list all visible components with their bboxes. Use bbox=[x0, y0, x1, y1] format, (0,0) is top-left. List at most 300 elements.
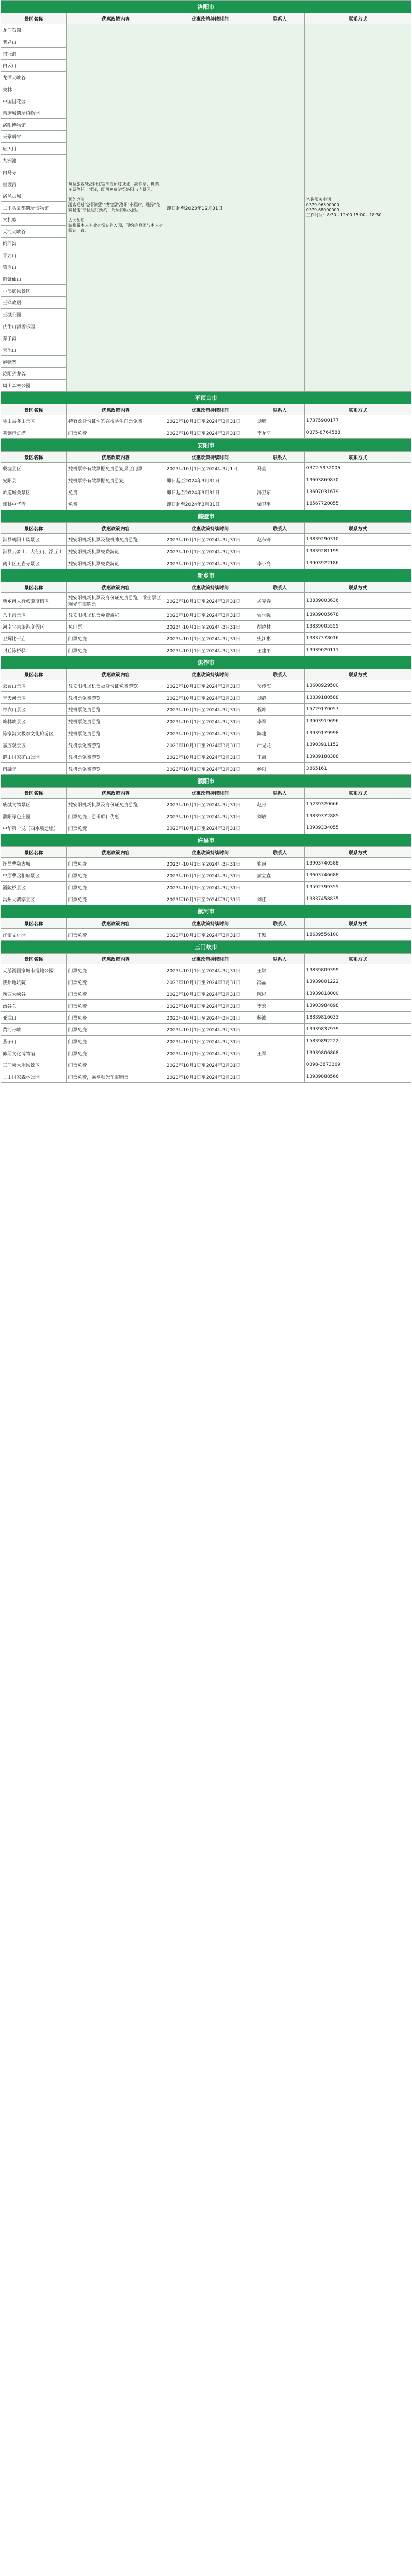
scenic-name: 伏牛山滑雪乐园 bbox=[1, 320, 67, 332]
table-row bbox=[1, 1012, 411, 1024]
phone-cell: 13903984898 bbox=[304, 1000, 411, 1012]
contact-cell: 李龙河 bbox=[255, 427, 305, 439]
policy-cell: 门票免费 bbox=[66, 1000, 165, 1012]
policy-cell: 凭安阳机场机票免费游览 bbox=[66, 557, 165, 569]
policy-cell: 门票免费 bbox=[66, 1036, 165, 1047]
scenic-name: 新乡南太行旅游度假区 bbox=[1, 593, 67, 609]
scenic-name: 青天河景区 bbox=[1, 692, 67, 704]
contact-cell: 贾世强 bbox=[255, 609, 305, 621]
phone-cell: 18567720055 bbox=[304, 498, 411, 510]
scenic-name: 陕州地坑院 bbox=[1, 976, 67, 988]
scenic-name: 许昌曹魏古城 bbox=[1, 858, 67, 870]
time-cell: 2023年10月1日至2024年3月31日 bbox=[165, 1071, 255, 1083]
column-header: 联系方式 bbox=[304, 452, 411, 463]
contact-cell: 王军 bbox=[255, 1047, 305, 1059]
policy-cell: 凭安阳机场机票免费游览 bbox=[66, 609, 165, 621]
scenic-name: 鸡冠洞 bbox=[1, 48, 67, 60]
scenic-policy-document bbox=[1, 0, 411, 1083]
phone-cell: 18839816633 bbox=[304, 1012, 411, 1024]
time-cell: 2023年10月1日至2024年3月31日 bbox=[165, 427, 255, 439]
table-row bbox=[1, 716, 411, 727]
column-header: 优惠政策持续时间 bbox=[165, 954, 255, 964]
table-row bbox=[1, 870, 411, 882]
contact-cell: 程坤 bbox=[255, 704, 305, 716]
section-title: 洛阳市 bbox=[1, 1, 411, 13]
table-row bbox=[1, 680, 411, 692]
policy-cell: 凭机票等有效票据免费游览景区门票 bbox=[66, 463, 165, 474]
time-cell: 2023年10月1日至2024年3月31日 bbox=[165, 893, 255, 905]
scenic-name: 缝山国家矿山公园 bbox=[1, 751, 67, 763]
time-cell: 2023年10月1日至2024年3月31日 bbox=[165, 727, 255, 739]
section-title-row bbox=[1, 834, 411, 847]
scenic-name: 淇县朝阳山风景区 bbox=[1, 534, 67, 546]
table-header-row bbox=[1, 404, 411, 415]
column-header: 优惠政策持续时间 bbox=[165, 13, 255, 24]
contact-cell bbox=[255, 1036, 305, 1047]
phone-cell: 17375900177 bbox=[304, 415, 411, 427]
column-header: 联系人 bbox=[255, 452, 305, 463]
column-header: 景区名称 bbox=[1, 404, 67, 415]
scenic-name: 天堂明堂 bbox=[1, 131, 67, 143]
scenic-name: 隋唐城遗址植物园 bbox=[1, 107, 67, 119]
time-cell: 2023年10月1日至2024年3月31日 bbox=[165, 763, 255, 775]
column-header: 优惠政策持续时间 bbox=[165, 788, 255, 799]
phone-cell: 13592399355 bbox=[304, 882, 411, 893]
policy-cell: 门票免费 bbox=[66, 645, 165, 656]
table-row bbox=[1, 858, 411, 870]
table-row bbox=[1, 739, 411, 751]
section-title: 安阳市 bbox=[1, 439, 411, 452]
policy-cell: 门票免费，乘坐观光车需购票 bbox=[66, 1071, 165, 1083]
scenic-name: 重渡沟 bbox=[1, 178, 67, 190]
scenic-name: 圆融寺 bbox=[1, 763, 67, 775]
scenic-name: 殷墟景区 bbox=[1, 463, 67, 474]
scenic-name: 黛眉山 bbox=[1, 261, 67, 273]
column-header: 优惠政策内容 bbox=[66, 13, 165, 24]
section-title: 漯河市 bbox=[1, 905, 411, 918]
phone-cell: 13903911152 bbox=[304, 739, 411, 751]
time-cell: 2023年10月1日至2024年3月31日 bbox=[165, 1012, 255, 1024]
column-header: 优惠政策持续时间 bbox=[165, 404, 255, 415]
column-header: 景区名称 bbox=[1, 452, 67, 463]
scenic-name: 天池山 bbox=[1, 344, 67, 356]
section-title: 许昌市 bbox=[1, 834, 411, 847]
phone-cell: 13939818000 bbox=[304, 988, 411, 1000]
contact-cell: 马鑫 bbox=[255, 463, 305, 474]
time-cell: 2023年10月1日至2024年3月31日 bbox=[165, 621, 255, 633]
policy-cell: 凭机票免费游览 bbox=[66, 739, 165, 751]
time-block: 即日起至2023年12月31日 bbox=[165, 24, 255, 392]
contact-cell: 赵东锋 bbox=[255, 534, 305, 546]
scenic-name: 峰林峡景区 bbox=[1, 716, 67, 727]
time-cell: 2023年10月1日至2024年3月31日 bbox=[165, 976, 255, 988]
column-header: 优惠政策内容 bbox=[66, 669, 165, 680]
scenic-name: 洛阳博物馆 bbox=[1, 119, 67, 131]
contact-cell bbox=[255, 822, 305, 834]
policy-table-body bbox=[1, 1, 411, 1083]
column-header: 联系方式 bbox=[304, 847, 411, 858]
scenic-name: 封丘陈桥驿 bbox=[1, 645, 67, 656]
scenic-name: 应天门 bbox=[1, 143, 67, 155]
section-title: 濮阳市 bbox=[1, 775, 411, 788]
policy-cell: 门票免费 bbox=[66, 882, 165, 893]
table-header-row bbox=[1, 788, 411, 799]
scenic-name: 中国国花园 bbox=[1, 95, 67, 107]
contact-cell: 王海 bbox=[255, 751, 305, 763]
phone-block: 咨询服务电话： 0379-96590000 0379-68000009 工作时间：8:30—12:00 15:00—18:30 bbox=[304, 24, 411, 392]
time-cell: 2023年10月1日至2024年3月31日 bbox=[165, 546, 255, 557]
scenic-name: 燕子山 bbox=[1, 1036, 67, 1047]
contact-cell: 杨波 bbox=[255, 1012, 305, 1024]
table-row bbox=[1, 486, 411, 498]
contact-cell: 陈建 bbox=[255, 727, 305, 739]
policy-cell: 凭机票免费游览 bbox=[66, 763, 165, 775]
table-header-row bbox=[1, 523, 411, 534]
column-header: 优惠政策内容 bbox=[66, 847, 165, 858]
scenic-name: 禹州大鸿寨景区 bbox=[1, 893, 67, 905]
time-cell: 即日起至2024年3月31日 bbox=[165, 486, 255, 498]
table-row bbox=[1, 810, 411, 822]
policy-cell: 门票免费 bbox=[66, 427, 165, 439]
contact-cell bbox=[255, 882, 305, 893]
time-cell: 即日起至2024年3月31日 bbox=[165, 498, 255, 510]
time-cell: 2023年10月1日至2024年3月31日 bbox=[165, 988, 255, 1000]
policy-cell: 门票免费 bbox=[66, 893, 165, 905]
policy-cell: 门票免费 bbox=[66, 1059, 165, 1071]
scenic-name: 神农山景区 bbox=[1, 704, 67, 716]
scenic-name: 洛邑古城 bbox=[1, 190, 67, 202]
scenic-name: 豫西大峡谷 bbox=[1, 988, 67, 1000]
phone-cell: 13607031679 bbox=[304, 486, 411, 498]
phone-cell: 0372-5932006 bbox=[304, 463, 411, 474]
scenic-name: 白马寺 bbox=[1, 166, 67, 178]
time-cell: 2023年10月1日至2024年3月31日 bbox=[165, 822, 255, 834]
phone-cell: 13839005555 bbox=[304, 621, 411, 633]
policy-cell: 门票免费 bbox=[66, 1024, 165, 1036]
time-cell: 2023年10月1日至2024年3月31日 bbox=[165, 1024, 255, 1036]
table-row bbox=[1, 593, 411, 609]
time-cell: 2023年10月1日至2024年3月31日 bbox=[165, 593, 255, 609]
policy-cell: 凭安阳机场机票及登机牌免费游览 bbox=[66, 534, 165, 546]
contact-cell: 崔盼 bbox=[255, 858, 305, 870]
scenic-name: 天鹅湖国家城市湿地公园 bbox=[1, 964, 67, 976]
policy-cell: 凭机票免费游览 bbox=[66, 716, 165, 727]
table-row bbox=[1, 546, 411, 557]
contact-cell: 冯卫东 bbox=[255, 486, 305, 498]
table-header-row bbox=[1, 918, 411, 929]
phone-cell: 13939005678 bbox=[304, 609, 411, 621]
section-title-row bbox=[1, 656, 411, 669]
table-row bbox=[1, 463, 411, 474]
scenic-name: 老君山 bbox=[1, 36, 67, 48]
phone-cell: 0398-3873369 bbox=[304, 1059, 411, 1071]
time-cell: 即日起至2024年3月31日 bbox=[165, 474, 255, 486]
contact-cell: 史江彬 bbox=[255, 633, 305, 645]
contact-cell: 赵丹 bbox=[255, 799, 305, 810]
phone-cell: 18639556100 bbox=[304, 929, 411, 941]
contact-cell: 李小亮 bbox=[255, 557, 305, 569]
time-cell: 2023年10月1日至2024年3月31日 bbox=[165, 810, 255, 822]
table-row bbox=[1, 645, 411, 656]
section-title: 三门峡市 bbox=[1, 941, 411, 954]
table-header-row bbox=[1, 669, 411, 680]
column-header: 景区名称 bbox=[1, 669, 67, 680]
contact-cell: 陈彬 bbox=[255, 988, 305, 1000]
contact-cell: 王颖 bbox=[255, 929, 305, 941]
table-header-row bbox=[1, 582, 411, 593]
scenic-name: 王铎故居 bbox=[1, 297, 67, 309]
column-header: 联系方式 bbox=[304, 788, 411, 799]
time-cell: 2023年10月1日至2024年3月31日 bbox=[165, 415, 255, 427]
policy-cell: 凭机票免费游览 bbox=[66, 727, 165, 739]
scenic-name: 木札岭 bbox=[1, 214, 67, 226]
policy-cell: 门票免费 bbox=[66, 1012, 165, 1024]
time-cell: 2023年10月1日至2024年3月31日 bbox=[165, 1000, 255, 1012]
section-title: 新乡市 bbox=[1, 569, 411, 582]
phone-cell: 13839180588 bbox=[304, 692, 411, 704]
column-header: 联系人 bbox=[255, 788, 305, 799]
scenic-name: 卫辉比干庙 bbox=[1, 633, 67, 645]
table-row bbox=[1, 557, 411, 569]
column-header: 优惠政策持续时间 bbox=[165, 523, 255, 534]
table-row bbox=[1, 1036, 411, 1047]
scenic-name: 河南宝泉旅游度假区 bbox=[1, 621, 67, 633]
section-title-row bbox=[1, 775, 411, 788]
table-row bbox=[1, 498, 411, 510]
contact-cell bbox=[255, 1059, 305, 1071]
scenic-name: 倒回沟 bbox=[1, 238, 67, 249]
phone-cell: 13939806868 bbox=[304, 1047, 411, 1059]
column-header: 景区名称 bbox=[1, 788, 67, 799]
column-header: 联系人 bbox=[255, 582, 305, 593]
table-row bbox=[1, 976, 411, 988]
policy-cell: 门票免费，游乐项目优惠 bbox=[66, 810, 165, 822]
scenic-name: 龙门石窟 bbox=[1, 24, 67, 36]
policy-cell: 持有效身份证件的在校学生门票免费 bbox=[66, 415, 165, 427]
table-row bbox=[1, 704, 411, 716]
phone-cell: 13603869870 bbox=[304, 474, 411, 486]
phone-cell: 13939179998 bbox=[304, 727, 411, 739]
section-title: 焦作市 bbox=[1, 656, 411, 669]
column-header: 联系方式 bbox=[304, 404, 411, 415]
column-header: 联系方式 bbox=[304, 918, 411, 929]
contact-cell bbox=[255, 546, 305, 557]
table-row bbox=[1, 988, 411, 1000]
policy-cell: 门票免费 bbox=[66, 822, 165, 834]
scenic-name: 黄河丹峡 bbox=[1, 1024, 67, 1036]
contact-cell: 刘静 bbox=[255, 692, 305, 704]
scenic-name: 养子沟 bbox=[1, 332, 67, 344]
column-header: 优惠政策内容 bbox=[66, 582, 165, 593]
time-cell: 2023年10月1日至2024年3月31日 bbox=[165, 870, 255, 882]
scenic-name: 云台山景区 bbox=[1, 680, 67, 692]
policy-cell: 凭机票免费游览 bbox=[66, 704, 165, 716]
time-cell: 2023年10月1日至2024年3月31日 bbox=[165, 557, 255, 569]
contact-cell: 李宏 bbox=[255, 1000, 305, 1012]
scenic-name: 二里头夏都遗址博物馆 bbox=[1, 202, 67, 214]
time-cell: 2023年10月1日至2024年3月31日 bbox=[165, 645, 255, 656]
column-header: 联系方式 bbox=[304, 582, 411, 593]
table-row bbox=[1, 474, 411, 486]
column-header: 联系方式 bbox=[304, 13, 411, 24]
policy-cell: 免费 bbox=[66, 486, 165, 498]
column-header: 优惠政策持续时间 bbox=[165, 582, 255, 593]
column-header: 优惠政策持续时间 bbox=[165, 847, 255, 858]
scenic-name: 荆紫仙山 bbox=[1, 273, 67, 285]
scenic-name: 淇县云梦山、大伾山、浮丘山 bbox=[1, 546, 67, 557]
phone-cell: 13837458835 bbox=[304, 893, 411, 905]
policy-cell: 门票免费 bbox=[66, 633, 165, 645]
scenic-name: 天河大峡谷 bbox=[1, 226, 67, 238]
scenic-name: 戚城文物景区 bbox=[1, 799, 67, 810]
phone-cell: 13839372885 bbox=[304, 810, 411, 822]
scenic-name: 抱犊寨 bbox=[1, 356, 67, 368]
table-header-row bbox=[1, 452, 411, 463]
contact-cell bbox=[255, 1071, 305, 1083]
phone-cell: 13839003636 bbox=[304, 593, 411, 609]
section-title-row bbox=[1, 569, 411, 582]
phone-cell: 13903919696 bbox=[304, 716, 411, 727]
time-cell: 2023年10月1日至2024年3月31日 bbox=[165, 1059, 255, 1071]
section-title: 鹤壁市 bbox=[1, 510, 411, 523]
table-row bbox=[1, 751, 411, 763]
contact-cell: 孟宪春 bbox=[255, 593, 305, 609]
scenic-name: 函谷关 bbox=[1, 1000, 67, 1012]
scenic-name: 中原曹丞相府景区 bbox=[1, 870, 67, 882]
column-header: 景区名称 bbox=[1, 847, 67, 858]
phone-cell: 13608929500 bbox=[304, 680, 411, 692]
column-header: 优惠政策持续时间 bbox=[165, 918, 255, 929]
column-header: 联系人 bbox=[255, 669, 305, 680]
scenic-name: 濮阳绿色庄园 bbox=[1, 810, 67, 822]
scenic-name: 甘山国家森林公园 bbox=[1, 1071, 67, 1083]
time-cell: 2023年10月1日至2024年3月1日 bbox=[165, 463, 255, 474]
time-cell: 2023年10月1日至2024年3月31日 bbox=[165, 534, 255, 546]
scenic-name: 八里沟景区 bbox=[1, 609, 67, 621]
time-cell: 2023年10月1日至2024年3月31日 bbox=[165, 692, 255, 704]
column-header: 优惠政策内容 bbox=[66, 788, 165, 799]
column-header: 优惠政策内容 bbox=[66, 918, 165, 929]
table-row bbox=[1, 1047, 411, 1059]
section-title: 平顶山市 bbox=[1, 392, 411, 404]
phone-cell: 15729170057 bbox=[304, 704, 411, 716]
table-header-row bbox=[1, 13, 411, 24]
table-row bbox=[1, 929, 411, 941]
section-title-row bbox=[1, 1, 411, 13]
scenic-name: 周山森林公园 bbox=[1, 380, 67, 392]
phone-cell: 13939188388 bbox=[304, 751, 411, 763]
policy-cell: 凭安阳机场机票及身份证免费游览，乘坐景区观光车需购票 bbox=[66, 593, 165, 609]
contact-cell: 杨阳 bbox=[255, 763, 305, 775]
contact-cell: 刘敏 bbox=[255, 810, 305, 822]
phone-cell: 13903922186 bbox=[304, 557, 411, 569]
phone-cell: 13939020111 bbox=[304, 645, 411, 656]
policy-cell: 凭机票等有效票据免费游览 bbox=[66, 474, 165, 486]
contact-cell: 王颖 bbox=[255, 964, 305, 976]
policy-block: 每位旅客凭洛阳住宿酒店预订凭证、高铁票、机票、车票等任一凭证，即可免费游览洛阳市内景区。 预约办法 游客通过"洛阳旅游"或"惠游洛阳"小程序，选择"免费畅游"专区进行预约，凭预约码入园。 入园须知 请携带本人有效身份证件入园，预约信息须与本人身份证一致。 bbox=[66, 24, 165, 392]
column-header: 景区名称 bbox=[1, 523, 67, 534]
scenic-name: 鲁山县尧山景区 bbox=[1, 415, 67, 427]
policy-cell: 门票免费 bbox=[66, 858, 165, 870]
phone-cell: 15839892222 bbox=[304, 1036, 411, 1047]
policy-cell: 门票免费 bbox=[66, 988, 165, 1000]
contact-block bbox=[255, 24, 305, 392]
column-header: 联系人 bbox=[255, 523, 305, 534]
column-header: 联系人 bbox=[255, 404, 305, 415]
column-header: 景区名称 bbox=[1, 13, 67, 24]
table-row bbox=[1, 534, 411, 546]
column-header: 联系人 bbox=[255, 847, 305, 858]
time-cell: 2023年10月1日至2024年3月31日 bbox=[165, 1036, 255, 1047]
phone-cell: 13939334055 bbox=[304, 822, 411, 834]
contact-cell: 刘鹏 bbox=[255, 415, 305, 427]
policy-cell: 免门票 bbox=[66, 621, 165, 633]
time-cell: 2023年10月1日至2024年3月31日 bbox=[165, 799, 255, 810]
time-cell: 2023年10月1日至2024年3月31日 bbox=[165, 929, 255, 941]
column-header: 联系方式 bbox=[304, 954, 411, 964]
scenic-name: 三门峡大坝风景区 bbox=[1, 1059, 67, 1071]
scenic-name: 郏县中华寺 bbox=[1, 498, 67, 510]
scenic-name: 九洲池 bbox=[1, 155, 67, 166]
table-row bbox=[1, 1000, 411, 1012]
table-row bbox=[1, 964, 411, 976]
scenic-name: 岭道城关景区 bbox=[1, 486, 67, 498]
time-cell: 2023年10月1日至2024年3月31日 bbox=[165, 716, 255, 727]
policy-cell: 门票免费 bbox=[66, 1047, 165, 1059]
column-header: 景区名称 bbox=[1, 954, 67, 964]
contact-cell: 黄立鑫 bbox=[255, 870, 305, 882]
phone-cell: 13839281199 bbox=[304, 546, 411, 557]
table-row bbox=[1, 427, 411, 439]
column-header: 联系人 bbox=[255, 918, 305, 929]
table-row bbox=[1, 633, 411, 645]
table-row bbox=[1, 882, 411, 893]
scenic-name: 汝阳恐龙谷 bbox=[1, 368, 67, 380]
phone-cell: 15239320666 bbox=[304, 799, 411, 810]
policy-cell: 凭安阳机场机票免费游览 bbox=[66, 546, 165, 557]
table-row bbox=[1, 822, 411, 834]
table-row bbox=[1, 621, 411, 633]
column-header: 优惠政策持续时间 bbox=[165, 452, 255, 463]
scenic-name: 小浪底风景区 bbox=[1, 285, 67, 297]
section-title-row bbox=[1, 439, 411, 452]
scenic-name: 青要山 bbox=[1, 249, 67, 261]
scenic-name: 白云山 bbox=[1, 60, 67, 72]
scenic-name: 灞陵桥景区 bbox=[1, 882, 67, 893]
table-row bbox=[1, 1071, 411, 1083]
table-row bbox=[1, 1059, 411, 1071]
contact-cell bbox=[255, 474, 305, 486]
phone-cell: 13839290310 bbox=[304, 534, 411, 546]
policy-cell: 凭安阳机场机票及身份证免费游览 bbox=[66, 680, 165, 692]
policy-cell: 门票免费 bbox=[66, 976, 165, 988]
phone-cell: 13837378016 bbox=[304, 633, 411, 645]
section-title-row bbox=[1, 510, 411, 523]
contact-cell: 冯晶 bbox=[255, 976, 305, 988]
phone-cell: 13903740588 bbox=[304, 858, 411, 870]
contact-cell: 梁卫平 bbox=[255, 498, 305, 510]
section-title-row bbox=[1, 941, 411, 954]
phone-cell: 13939801222 bbox=[304, 976, 411, 988]
time-cell: 2023年10月1日至2024年3月31日 bbox=[165, 739, 255, 751]
column-header: 优惠政策内容 bbox=[66, 523, 165, 534]
scenic-name: 亚武山 bbox=[1, 1012, 67, 1024]
section-title-row bbox=[1, 905, 411, 918]
column-header: 优惠政策内容 bbox=[66, 452, 165, 463]
time-cell: 2023年10月1日至2024年3月31日 bbox=[165, 680, 255, 692]
contact-cell: 严见龙 bbox=[255, 739, 305, 751]
table-header-row bbox=[1, 954, 411, 964]
